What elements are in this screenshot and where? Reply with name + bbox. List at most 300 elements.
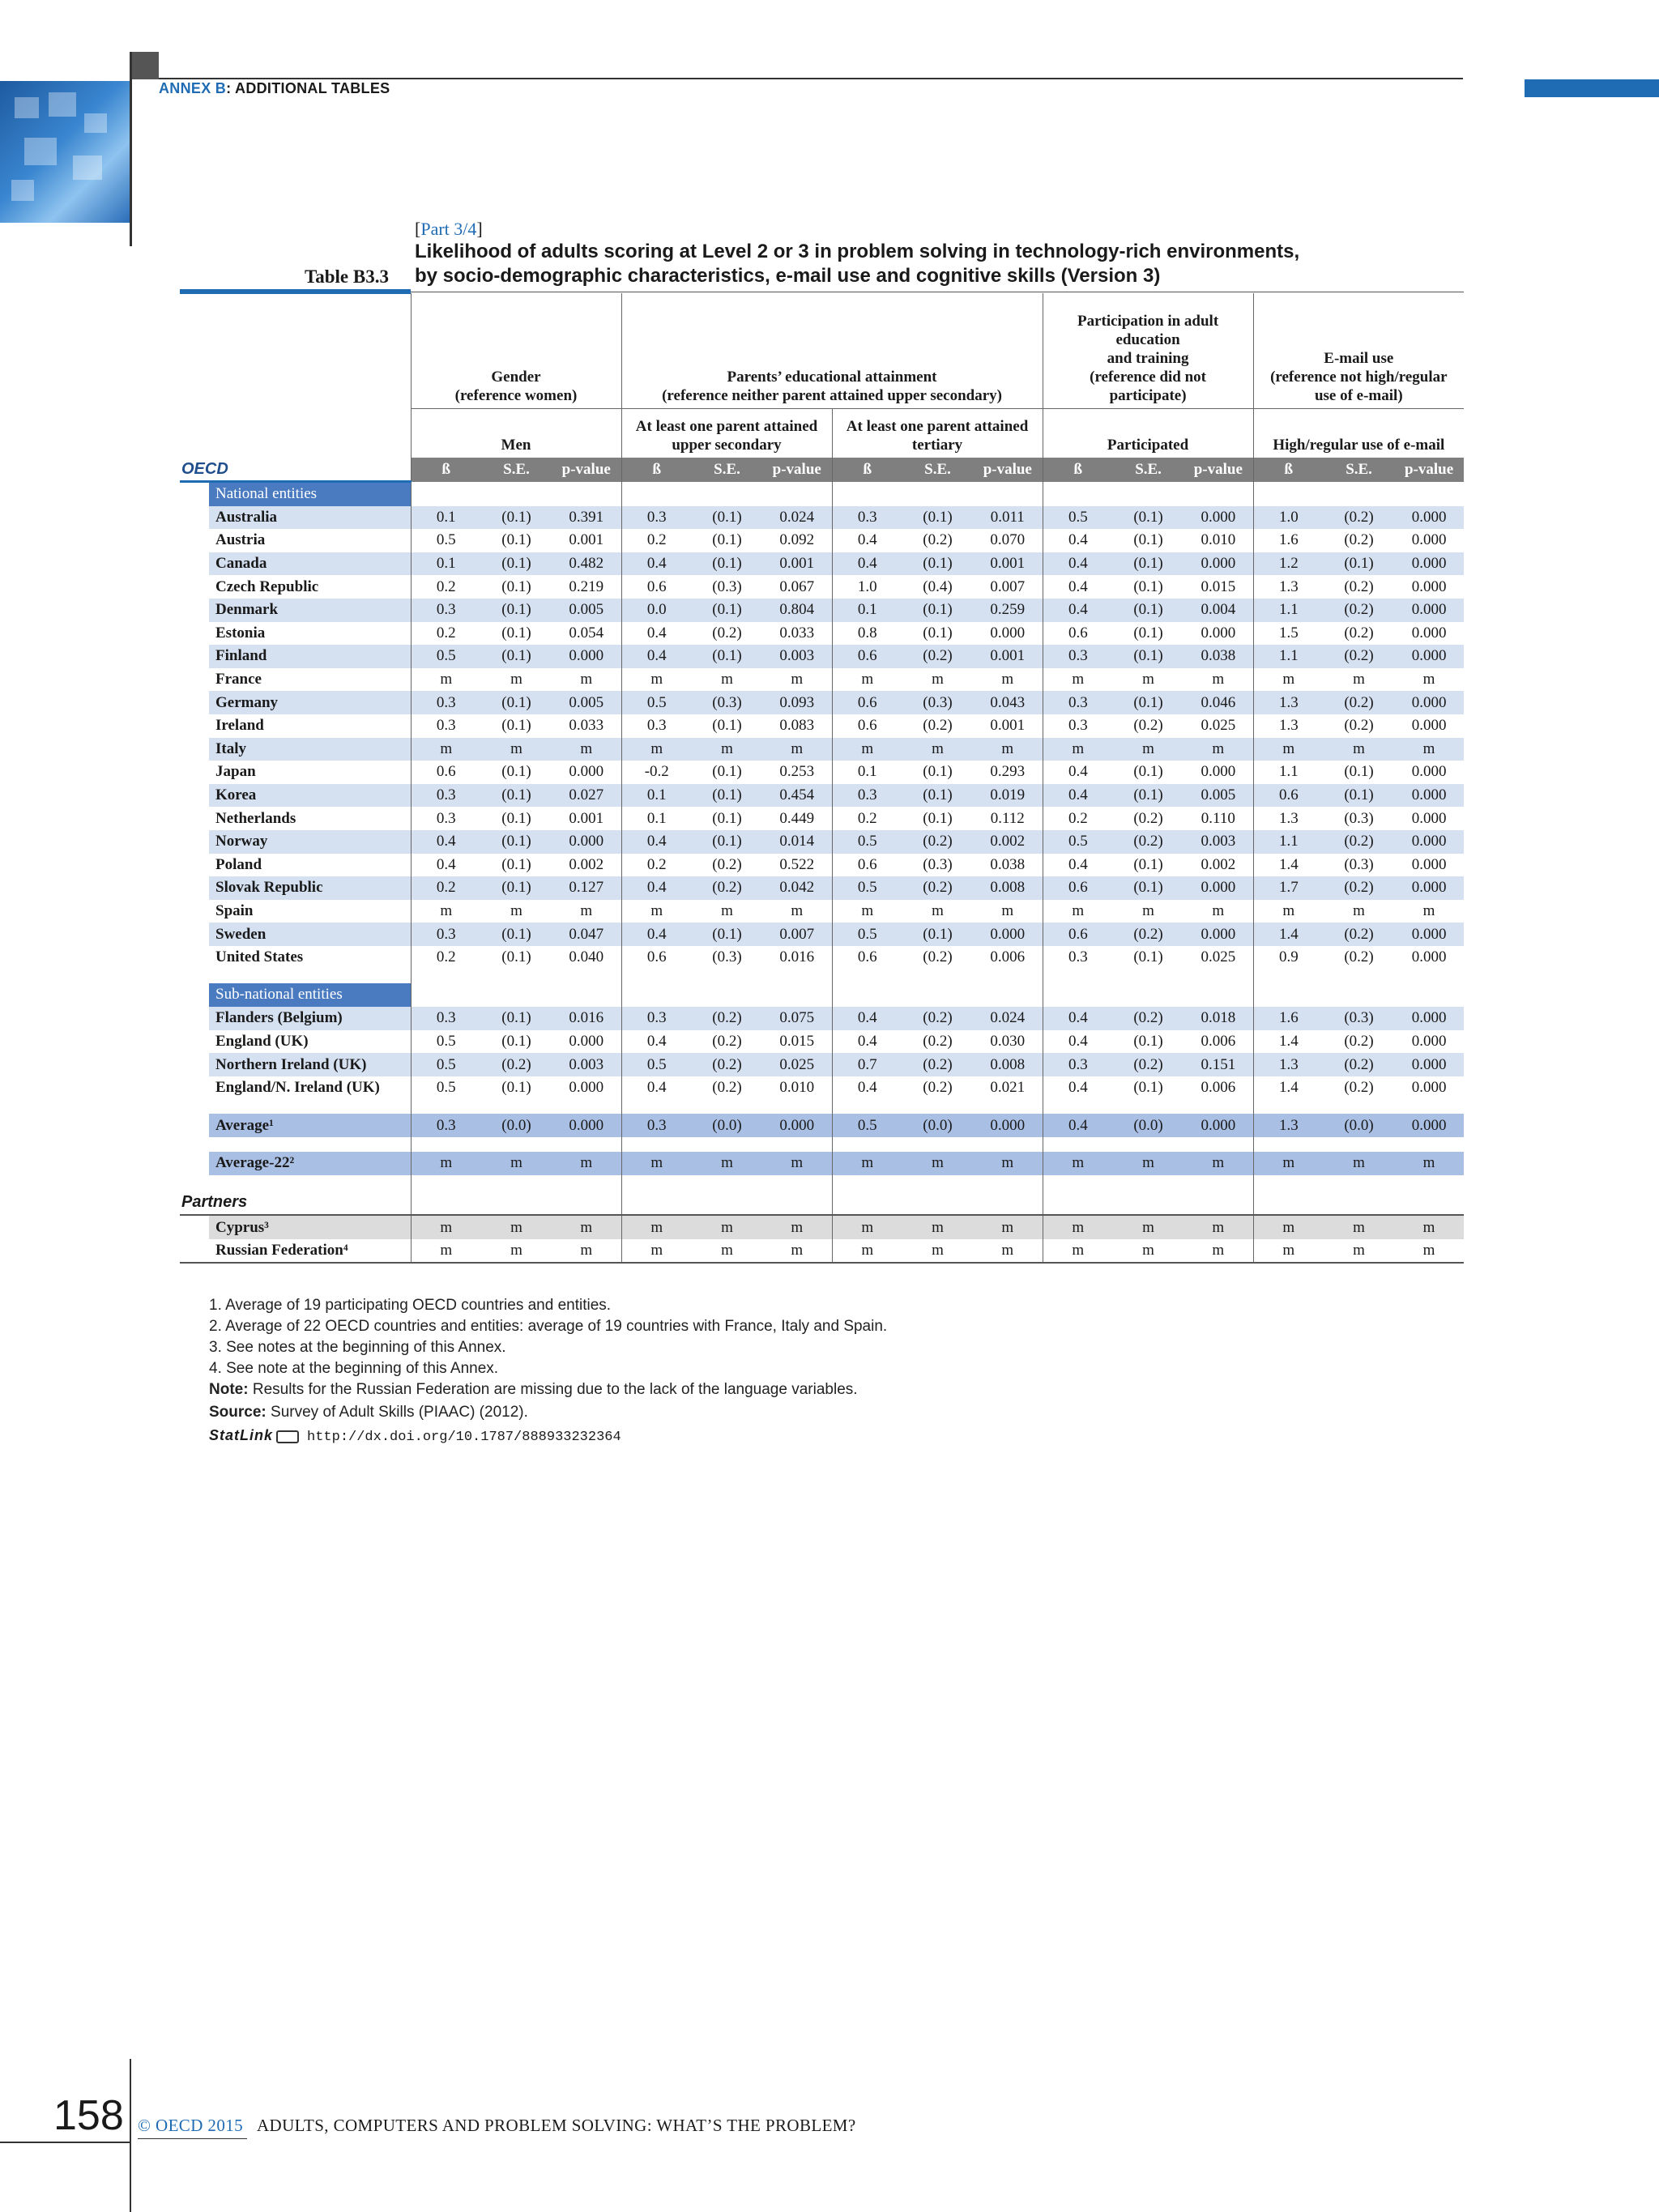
empty-cell — [1113, 983, 1183, 1007]
table-cell: (0.1) — [902, 552, 973, 576]
empty-cell — [1183, 1099, 1253, 1114]
table-cell: 0.038 — [1183, 645, 1253, 668]
table-cell: 0.000 — [552, 830, 621, 854]
sub-header-participated: Participated — [1043, 409, 1253, 458]
empty-cell — [692, 1191, 762, 1216]
empty-cell — [1183, 1191, 1253, 1216]
table-cell: (0.0) — [692, 1114, 762, 1137]
table-cell: 0.5 — [832, 1114, 902, 1137]
table-cell: 0.3 — [1043, 714, 1113, 738]
table-cell: m — [832, 1215, 902, 1239]
table-number: Table B3.3 — [305, 266, 389, 287]
table-cell: 0.1 — [621, 807, 692, 830]
empty-cell — [832, 983, 902, 1007]
empty-cell — [481, 482, 552, 506]
table-cell: m — [721, 671, 733, 688]
table-cell: (0.1) — [1324, 784, 1394, 808]
table-cell: (0.1) — [692, 923, 762, 946]
table-cell: 0.2 — [832, 807, 902, 830]
table-cell: (0.2) — [902, 1007, 973, 1030]
table-cell: 1.0 — [1253, 506, 1324, 530]
empty-cell — [621, 1099, 692, 1114]
empty-cell — [1394, 1137, 1464, 1152]
empty-cell — [621, 1175, 692, 1191]
table-row — [180, 714, 1464, 738]
table-cell: m — [1113, 1152, 1183, 1175]
table-title-line2: by socio-demographic characteristics, e-mail use and cognitive skills (Version 3) — [415, 265, 1161, 287]
empty-cell — [1043, 1137, 1113, 1152]
table-cell: (0.4) — [923, 578, 953, 595]
table-cell: 0.5 — [411, 1030, 481, 1054]
row-label: Austria — [215, 531, 266, 549]
table-cell: 1.5 — [1253, 622, 1324, 646]
table-cell: m — [621, 900, 692, 923]
table-cell: m — [1253, 1215, 1324, 1239]
table-row — [180, 599, 1464, 622]
table-cell: 0.001 — [569, 531, 604, 549]
table-cell: 0.000 — [1394, 923, 1464, 946]
table-cell: (0.1) — [1133, 531, 1163, 549]
empty-cell — [1183, 1175, 1253, 1191]
table-cell: (0.2) — [1324, 923, 1394, 946]
table-cell: (0.1) — [481, 784, 552, 808]
statlink-label: StatLink — [209, 1427, 274, 1443]
table-cell: 0.5 — [832, 923, 902, 946]
table-cell: (0.1) — [481, 506, 552, 530]
empty-cell — [1183, 983, 1253, 1007]
empty-cell — [411, 1099, 481, 1114]
table-cell: m — [1001, 671, 1014, 688]
table-cell: 0.7 — [832, 1053, 902, 1076]
table-cell: (0.1) — [902, 784, 973, 808]
table-cell: 0.033 — [569, 717, 604, 735]
empty-cell — [762, 969, 832, 983]
empty-cell — [902, 969, 973, 983]
table-cell: 0.3 — [411, 691, 481, 714]
empty-cell — [1113, 969, 1183, 983]
page-number-rule — [0, 2142, 130, 2143]
empty-cell — [411, 983, 481, 1007]
table-cell: (0.1) — [501, 531, 531, 549]
spacer-row — [180, 1137, 1464, 1152]
empty-cell — [552, 1137, 621, 1152]
table-cell: 0.449 — [779, 809, 815, 827]
table-cell: 0.2 — [621, 854, 692, 877]
table-cell: 0.3 — [411, 923, 481, 946]
row-label: Slovak Republic — [180, 876, 411, 900]
table-cell: (0.2) — [923, 1032, 953, 1050]
row-label: Ireland — [215, 717, 264, 735]
table-cell: 0.259 — [973, 599, 1043, 622]
table-cell: m — [762, 1215, 832, 1239]
table-cell: 0.000 — [1183, 923, 1253, 946]
table-cell: m — [1324, 1215, 1394, 1239]
table-cell: m — [1324, 1239, 1394, 1264]
table-row — [180, 738, 1464, 761]
table-cell: m — [1253, 1152, 1324, 1175]
table-cell: (0.2) — [712, 1032, 742, 1050]
empty-cell — [1043, 1191, 1113, 1216]
statlink[interactable] — [209, 1427, 621, 1445]
column-header: ß — [1253, 458, 1324, 482]
empty-cell — [621, 482, 692, 506]
empty-cell — [1113, 1137, 1183, 1152]
table-cell: (0.1) — [923, 624, 953, 641]
empty-cell — [552, 1191, 621, 1216]
empty-cell — [621, 969, 692, 983]
table-cell: 0.005 — [552, 599, 621, 622]
table-cell: 0.1 — [832, 599, 902, 622]
group-header-education — [1043, 293, 1253, 409]
running-header: ANNEX B: ADDITIONAL TABLES — [159, 80, 390, 96]
table-cell: (0.1) — [1113, 691, 1183, 714]
empty-cell — [411, 482, 481, 506]
table-cell: (0.2) — [1344, 531, 1374, 549]
empty-cell — [1324, 1175, 1394, 1191]
table-cell: 0.000 — [1394, 1007, 1464, 1030]
table-cell: m — [1394, 1239, 1464, 1264]
table-cell: (0.2) — [1324, 645, 1394, 668]
table-cell: 0.000 — [1394, 1114, 1464, 1137]
table-cell: 0.4 — [621, 1030, 692, 1054]
table-cell: (0.2) — [1133, 809, 1163, 827]
annex-corner-graphic — [0, 81, 130, 223]
sub-header-tertiary: At least one parent attained tertiary — [832, 409, 1043, 458]
copyright: © OECD 2015 — [138, 2116, 244, 2135]
table-cell: 0.2 — [411, 622, 481, 646]
table-cell: m — [1183, 738, 1253, 761]
table-cell: m — [902, 1152, 973, 1175]
table-cell: (0.1) — [481, 876, 552, 900]
empty-cell — [902, 482, 973, 506]
table-cell: 0.025 — [1201, 948, 1236, 966]
table-cell: (0.2) — [712, 855, 742, 873]
table-cell: m — [552, 1152, 621, 1175]
table-cell: 0.000 — [1183, 552, 1253, 576]
empty-cell — [621, 1191, 692, 1216]
table-cell: 0.4 — [832, 552, 902, 576]
table-cell: m — [1183, 1239, 1253, 1264]
empty-cell — [973, 983, 1043, 1007]
table-cell: (0.1) — [1133, 624, 1163, 641]
table-cell: (0.3) — [712, 948, 742, 966]
table-cell: 0.6 — [832, 714, 902, 738]
table-cell: m — [1183, 1152, 1253, 1175]
table-cell: 1.3 — [1253, 1114, 1324, 1137]
table-cell: m — [832, 1152, 902, 1175]
table-cell: (0.2) — [1113, 830, 1183, 854]
empty-cell — [762, 482, 832, 506]
table-cell: 0.2 — [411, 876, 481, 900]
table-row — [180, 830, 1464, 854]
table-cell: 1.4 — [1253, 1076, 1324, 1100]
table-cell: 0.4 — [621, 645, 692, 668]
table-cell: 0.3 — [1043, 946, 1113, 970]
table-cell: 0.006 — [1201, 1079, 1236, 1097]
row-label: Sweden — [180, 923, 411, 946]
table-row — [180, 506, 1464, 530]
table-cell: 0.2 — [411, 575, 481, 599]
table-cell: (0.2) — [923, 1079, 953, 1097]
column-header: S.E. — [1113, 458, 1183, 482]
table-cell: 0.1 — [832, 761, 902, 784]
table-cell: (0.1) — [1113, 784, 1183, 808]
table-cell: (0.1) — [481, 552, 552, 576]
table-cell: 0.000 — [1183, 876, 1253, 900]
group-header-email — [1253, 293, 1464, 409]
table-cell: m — [692, 1152, 762, 1175]
table-cell: 0.000 — [973, 923, 1043, 946]
table-row — [180, 668, 1464, 692]
table-cell: 0.4 — [621, 552, 692, 576]
table-cell: 0.3 — [832, 784, 902, 808]
table-cell: 0.075 — [762, 1007, 832, 1030]
table-cell: 0.070 — [990, 531, 1026, 549]
table-cell: (0.1) — [902, 599, 973, 622]
table-cell: 0.3 — [832, 506, 902, 530]
table-row — [180, 761, 1464, 784]
table-cell: 0.054 — [569, 624, 604, 641]
table-row — [180, 1030, 1464, 1054]
table-cell: 0.4 — [621, 923, 692, 946]
table-cell: m — [1253, 900, 1324, 923]
sub-header-men: Men — [411, 409, 621, 458]
table-row — [180, 1053, 1464, 1076]
column-header: S.E. — [1324, 458, 1394, 482]
table-cell: 0.000 — [990, 624, 1026, 641]
table-cell: (0.3) — [1344, 855, 1374, 873]
table-cell: (0.2) — [1113, 1007, 1183, 1030]
table-cell: m — [1253, 1239, 1324, 1264]
table-cell: 0.040 — [569, 948, 604, 966]
statlink-url[interactable]: http://dx.doi.org/10.1787/888933232364 — [307, 1430, 621, 1445]
table-cell: (0.2) — [1344, 624, 1374, 641]
empty-cell — [1043, 1099, 1113, 1114]
table-cell: 0.027 — [552, 784, 621, 808]
table-row — [180, 1215, 1464, 1239]
table-cell: (0.1) — [712, 531, 742, 549]
table-cell: m — [481, 1215, 552, 1239]
header-blue-bar — [1525, 79, 1659, 97]
table-cell: 0.127 — [552, 876, 621, 900]
footer-rule — [138, 2138, 247, 2139]
table-cell: 0.092 — [779, 531, 815, 549]
row-label: Netherlands — [215, 809, 296, 827]
table-cell: (0.2) — [1344, 1032, 1374, 1050]
empty-cell — [411, 1175, 481, 1191]
row-label: Poland — [215, 855, 262, 873]
table-cell: (0.2) — [712, 1079, 742, 1097]
table-cell: 0.000 — [1411, 763, 1447, 781]
partners-label: Partners — [181, 1193, 248, 1212]
table-cell: 0.001 — [973, 645, 1043, 668]
table-cell: 0.030 — [990, 1032, 1026, 1050]
table-cell: (0.1) — [1133, 1032, 1163, 1050]
table-cell: (0.2) — [1344, 717, 1374, 735]
row-label: Japan — [215, 763, 256, 781]
table-cell: 1.1 — [1253, 761, 1324, 784]
group-header-parents-text: Parents’ educational attainment (reference neither parent attained upper secondary) — [662, 369, 1002, 404]
table-cell: (0.2) — [902, 830, 973, 854]
table-cell: m — [552, 1215, 621, 1239]
empty-cell — [180, 1175, 411, 1191]
table-cell: (0.1) — [501, 578, 531, 595]
table-cell: (0.3) — [1324, 1007, 1394, 1030]
table-cell: 0.016 — [552, 1007, 621, 1030]
table-cell: 0.015 — [779, 1032, 815, 1050]
empty-cell — [1043, 482, 1113, 506]
table-cell: m — [1183, 1215, 1253, 1239]
table-cell: (0.2) — [692, 1053, 762, 1076]
empty-cell — [902, 1137, 973, 1152]
table-cell: 0.010 — [779, 1079, 815, 1097]
table-cell: (0.1) — [692, 506, 762, 530]
table-cell: 0.6 — [621, 575, 692, 599]
empty-cell — [481, 1099, 552, 1114]
table-cell: (0.2) — [923, 948, 953, 966]
table-cell: m — [510, 671, 522, 688]
table-cell: m — [1043, 738, 1113, 761]
table-cell: m — [411, 668, 481, 692]
table-cell: m — [902, 738, 973, 761]
row-label: Canada — [180, 552, 411, 576]
table-cell: (0.1) — [692, 599, 762, 622]
empty-cell — [1183, 1137, 1253, 1152]
table-cell: 0.6 — [621, 946, 692, 970]
table-cell: (0.1) — [1133, 763, 1163, 781]
table-cell: (0.3) — [1344, 809, 1374, 827]
table-cell: 0.5 — [621, 1053, 692, 1076]
table-cell: m — [1324, 1152, 1394, 1175]
table-cell: 0.4 — [1043, 1076, 1113, 1100]
table-cell: 0.000 — [1394, 552, 1464, 576]
group-header-parents — [621, 293, 1043, 409]
empty-cell — [902, 983, 973, 1007]
table-cell: (0.2) — [1324, 876, 1394, 900]
table-cell: 0.003 — [552, 1053, 621, 1076]
table-cell: (0.2) — [1324, 830, 1394, 854]
table-cell: 0.6 — [832, 645, 902, 668]
table-cell: 0.0 — [621, 599, 692, 622]
table-cell: m — [1353, 671, 1365, 688]
table-cell: 0.008 — [973, 1053, 1043, 1076]
table-cell: 0.008 — [973, 876, 1043, 900]
section-row — [180, 983, 1464, 1007]
empty-cell — [902, 1191, 973, 1216]
table-cell: (0.2) — [902, 876, 973, 900]
table-cell: m — [973, 1215, 1043, 1239]
table-row — [180, 923, 1464, 946]
row-label: Average-22² — [180, 1152, 411, 1175]
table-cell: 0.4 — [1043, 1007, 1113, 1030]
table-cell: 0.3 — [411, 784, 481, 808]
page-number: 158 — [53, 2092, 124, 2139]
table-cell: 0.006 — [1201, 1032, 1236, 1050]
statlink-icon — [276, 1430, 299, 1443]
empty-cell — [762, 1175, 832, 1191]
row-label: Russian Federation⁴ — [180, 1239, 411, 1264]
table-cell: 0.006 — [990, 948, 1026, 966]
table-row — [180, 807, 1464, 830]
table-row — [180, 876, 1464, 900]
table-row — [180, 1239, 1464, 1264]
empty-cell — [1113, 1099, 1183, 1114]
empty-cell — [621, 983, 692, 1007]
empty-cell — [552, 482, 621, 506]
table-cell: 0.4 — [1043, 599, 1113, 622]
table-cell: m — [1113, 1215, 1183, 1239]
table-cell: m — [1043, 900, 1113, 923]
table-title-line1: Likelihood of adults scoring at Level 2 or 3 in problem solving in technology-rich environments, — [415, 241, 1300, 262]
table-cell: (0.1) — [692, 784, 762, 808]
table-cell: 0.5 — [411, 1076, 481, 1100]
table-cell: 1.4 — [1253, 923, 1324, 946]
margin-rule-top — [130, 52, 132, 246]
row-label: France — [215, 671, 262, 688]
margin-rule-bottom — [130, 2059, 131, 2212]
section-label: National entities — [209, 483, 411, 506]
table-cell: 0.3 — [1043, 691, 1113, 714]
table-cell: m — [832, 668, 902, 692]
column-header: p-value — [1394, 458, 1464, 482]
table-cell: (0.2) — [692, 876, 762, 900]
table-cell: (0.1) — [1133, 1079, 1163, 1097]
table-cell: 0.005 — [552, 691, 621, 714]
table-cell: 0.4 — [832, 1030, 902, 1054]
column-header: ß — [411, 458, 481, 482]
table-cell: 0.3 — [1043, 645, 1113, 668]
table-cell: (0.2) — [923, 717, 953, 735]
table-cell: 0.3 — [621, 506, 692, 530]
table-cell: 0.043 — [973, 691, 1043, 714]
table-cell: m — [762, 1152, 832, 1175]
empty-cell — [180, 969, 411, 983]
table-row — [180, 552, 1464, 576]
table-cell: (0.0) — [902, 1114, 973, 1137]
table-cell: 0.000 — [1394, 645, 1464, 668]
table-cell: m — [1394, 738, 1464, 761]
table-cell: m — [621, 668, 692, 692]
table-cell: 0.3 — [411, 1114, 481, 1137]
table-cell: 0.4 — [621, 622, 692, 646]
row-label: Average¹ — [180, 1114, 411, 1137]
table-row — [180, 1152, 1464, 1175]
table-cell: 0.000 — [569, 1032, 604, 1050]
empty-cell — [1324, 1137, 1394, 1152]
table-cell: m — [1142, 901, 1154, 919]
table-cell: 0.482 — [552, 552, 621, 576]
table-cell: (0.3) — [923, 855, 953, 873]
table-cell: 0.004 — [1183, 599, 1253, 622]
table-cell: 1.1 — [1253, 645, 1324, 668]
table-cell: m — [411, 738, 481, 761]
row-label: Norway — [180, 830, 411, 854]
empty-cell — [1394, 969, 1464, 983]
table-cell: 0.000 — [1394, 830, 1464, 854]
table-cell: 0.6 — [1043, 923, 1113, 946]
table-cell: m — [481, 1239, 552, 1264]
table-cell: m — [1253, 738, 1324, 761]
column-header: S.E. — [902, 458, 973, 482]
table-cell: 0.5 — [411, 1053, 481, 1076]
empty-cell — [832, 482, 902, 506]
empty-cell — [762, 983, 832, 1007]
table-cell: 0.6 — [1043, 622, 1113, 646]
table-cell: (0.1) — [501, 1079, 531, 1097]
empty-cell — [1394, 1099, 1464, 1114]
table-cell: 0.000 — [1411, 1032, 1447, 1050]
table-cell: 0.2 — [411, 946, 481, 970]
